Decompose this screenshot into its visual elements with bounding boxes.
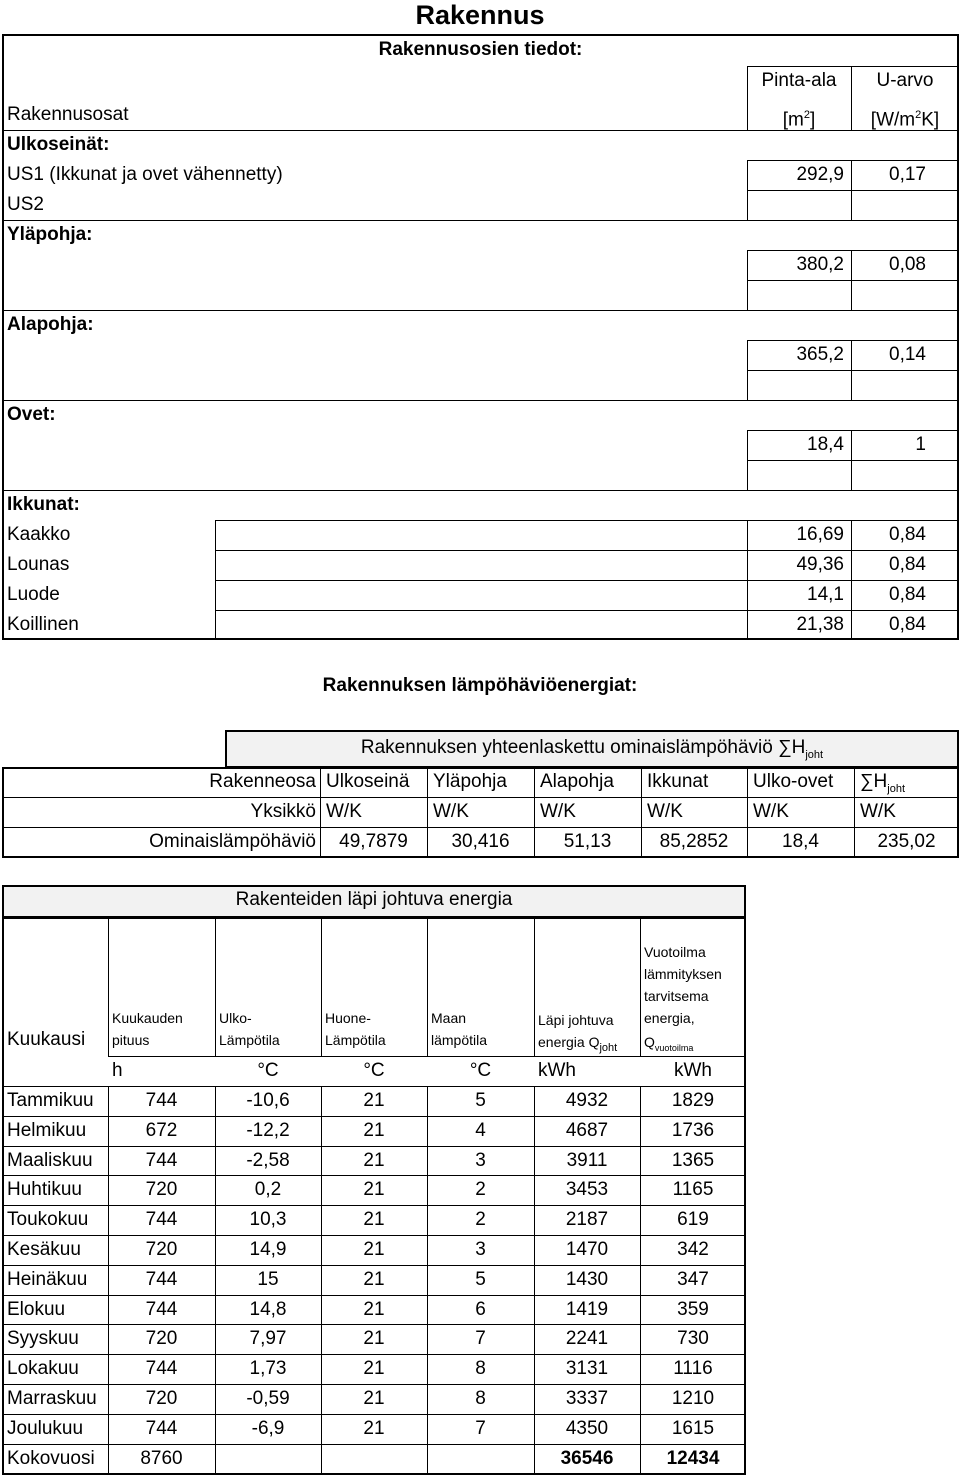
energy-value: 1430 [565, 1268, 609, 1290]
parts-row-label: Ulkoseinät: [7, 134, 110, 155]
energy-value: 14,8 [249, 1298, 287, 1320]
energy-value: 342 [677, 1239, 709, 1260]
parts-row-area: 18,4 [807, 434, 844, 455]
energy-unit: °C [257, 1060, 279, 1081]
energy-month: Tammikuu [7, 1090, 94, 1111]
energy-col-leak-4: energia, [644, 1010, 695, 1026]
energy-heading: Rakenteiden läpi johtuva energia [235, 889, 513, 910]
parts-row-area: 16,69 [796, 524, 844, 545]
energy-value: 720 [145, 1328, 178, 1350]
energy-value: 7 [475, 1328, 486, 1350]
page-title: Rakennus [415, 0, 545, 30]
energy-value: 15 [257, 1268, 279, 1290]
energy-month: Helmikuu [7, 1119, 87, 1141]
loss-col-unit: W/K [540, 801, 576, 822]
energy-value: 4 [475, 1119, 486, 1141]
energy-value: 347 [677, 1268, 709, 1290]
parts-row-area: 365,2 [796, 344, 844, 365]
energy-value: 21 [363, 1209, 385, 1231]
parts-row-label: Ovet: [7, 404, 56, 425]
energy-value: 21 [363, 1328, 385, 1350]
loss-row-label: Yksikkö [250, 801, 316, 822]
energy-value: -10,6 [246, 1090, 290, 1111]
energy-value: 3131 [565, 1358, 609, 1380]
parts-row-u: 0,84 [889, 614, 926, 635]
loss-col-value: 30,416 [451, 831, 510, 852]
energy-unit: °C [469, 1060, 492, 1081]
energy-col-leak-1: Vuotoilma [644, 944, 706, 960]
parts-row-u: 0,08 [889, 254, 926, 275]
energy-value: 21 [363, 1388, 385, 1409]
energy-value: 6 [475, 1298, 486, 1320]
energy-value: 3 [475, 1239, 486, 1260]
energy-unit: h [112, 1060, 123, 1081]
energy-col-length-1: Kuukauden [112, 1010, 183, 1026]
energy-col-leak-5: $Q_{vuotoilma}$ [644, 1034, 694, 1053]
parts-row-label: Alapohja: [7, 314, 94, 335]
energy-value: 7,97 [249, 1328, 287, 1350]
energy-value: 744 [145, 1149, 178, 1171]
energy-value: 4932 [565, 1090, 609, 1111]
col-u-header: U-arvo [876, 70, 934, 91]
energy-value: 4687 [565, 1119, 609, 1141]
loss-col-value: 85,2852 [659, 831, 729, 852]
energy-value: 3911 [566, 1149, 608, 1171]
parts-col-label: Rakennusosat [7, 104, 129, 125]
loss-col-value: 49,7879 [339, 831, 408, 852]
energy-month: Heinäkuu [7, 1268, 88, 1290]
energy-col-in-2: Lämpötila [325, 1032, 386, 1048]
loss-col-value: 51,13 [563, 831, 612, 852]
parts-row-area: 380,2 [796, 254, 844, 275]
energy-value: 744 [145, 1209, 178, 1231]
energy-value: 1,73 [249, 1358, 287, 1380]
energy-value: 3337 [565, 1388, 609, 1409]
loss-heading: Rakennuksen lämpöhäviöenergiat: [322, 675, 638, 696]
loss-col-unit: W/K [326, 801, 362, 822]
energy-value: 720 [145, 1179, 178, 1201]
energy-value: 744 [145, 1358, 178, 1380]
parts-row-label: Luode [7, 584, 60, 605]
parts-row-area: 21,38 [796, 614, 844, 635]
energy-col-out-1: Ulko- [219, 1010, 252, 1026]
parts-row-u: 0,84 [889, 524, 926, 545]
energy-value: 1615 [671, 1417, 715, 1439]
parts-row-u: 1 [915, 434, 926, 455]
parts-row-label: Kaakko [7, 524, 71, 545]
loss-col-name: Alapohja [540, 771, 614, 792]
parts-row-label: Ikkunat: [7, 494, 80, 515]
parts-row-u: 0,14 [889, 344, 926, 365]
parts-row-label: US1 (Ikkunat ja ovet vähennetty) [7, 164, 283, 185]
loss-col-unit: W/K [647, 801, 683, 822]
loss-col-value: 235,02 [877, 831, 936, 852]
parts-row-u: 0,84 [889, 584, 926, 605]
energy-value: 1116 [673, 1358, 713, 1380]
energy-month: Maaliskuu [7, 1149, 93, 1171]
energy-value: 21 [363, 1239, 385, 1260]
energy-col-in-1: Huone- [325, 1010, 371, 1026]
energy-value: 1419 [565, 1298, 609, 1320]
energy-value: 744 [145, 1298, 178, 1320]
energy-value: 21 [363, 1358, 385, 1380]
energy-total-value: 36546 [560, 1447, 614, 1469]
energy-value: 14,9 [249, 1239, 287, 1260]
energy-value: 10,3 [249, 1209, 287, 1231]
energy-month: Toukokuu [7, 1209, 89, 1231]
energy-value: 720 [145, 1388, 178, 1409]
parts-row-label: Yläpohja: [7, 224, 93, 245]
energy-month: Kesäkuu [7, 1239, 81, 1260]
loss-col-name: Ulko-ovet [753, 771, 834, 792]
energy-value: 8 [475, 1358, 486, 1380]
loss-col-value: 18,4 [782, 831, 819, 852]
energy-value: 2241 [565, 1328, 609, 1350]
energy-value: -2,58 [246, 1149, 290, 1171]
energy-value: 619 [677, 1209, 709, 1231]
energy-value: 21 [363, 1268, 385, 1290]
energy-month: Syyskuu [7, 1328, 79, 1350]
col-area-unit: $[m^2]$ [782, 109, 816, 131]
parts-row-area: 14,1 [807, 584, 844, 605]
energy-value: -6,9 [251, 1417, 285, 1439]
parts-row-u: 0,84 [889, 554, 926, 575]
energy-unit: kWh [674, 1060, 712, 1081]
energy-value: 21 [363, 1119, 385, 1141]
energy-col-cond-1: Läpi johtuva [538, 1012, 614, 1028]
energy-value: 720 [145, 1239, 178, 1260]
loss-col-name: Ikkunat [647, 771, 709, 792]
energy-value: 359 [677, 1298, 709, 1320]
loss-col-name: Ulkoseinä [326, 771, 410, 792]
energy-value: 744 [145, 1417, 178, 1439]
energy-month: Elokuu [7, 1298, 66, 1320]
loss-col-unit: W/K [860, 801, 896, 822]
energy-value: 5 [475, 1268, 486, 1290]
loss-col-unit: W/K [753, 801, 789, 822]
col-u-unit: $[W/m^2K]$ [870, 109, 940, 131]
loss-row-label: Ominaislämpöhäviö [149, 831, 316, 852]
energy-value: 730 [677, 1328, 709, 1350]
energy-value: 21 [363, 1179, 385, 1201]
energy-value: 1365 [671, 1149, 715, 1171]
energy-col-out-2: Lämpötila [219, 1032, 280, 1048]
energy-value: 0,2 [254, 1179, 282, 1201]
energy-value: 8 [475, 1388, 486, 1409]
energy-value: 3 [475, 1149, 486, 1171]
energy-value: 4350 [565, 1417, 609, 1439]
parts-row-label: Koillinen [7, 614, 79, 635]
energy-value: 744 [145, 1090, 178, 1111]
energy-value: 1829 [671, 1090, 715, 1111]
parts-row-u: 0,17 [889, 164, 926, 185]
energy-value: 21 [363, 1090, 385, 1111]
energy-unit: °C [363, 1060, 385, 1081]
energy-value: -12,2 [246, 1119, 290, 1141]
energy-col-cond-2: energia $Q_{joht}$ [538, 1034, 618, 1054]
energy-value: 1165 [672, 1179, 714, 1201]
energy-value: 1736 [671, 1119, 715, 1141]
col-area-header: Pinta-ala [761, 70, 837, 91]
loss-row-label: Rakenneosa [209, 771, 316, 792]
loss-col-name: Yläpohja [433, 771, 507, 792]
energy-month: Huhtikuu [7, 1179, 82, 1201]
parts-row-label: US2 [7, 194, 44, 215]
energy-month: Marraskuu [7, 1388, 97, 1409]
energy-month: Joulukuu [7, 1417, 84, 1439]
energy-value: 21 [363, 1298, 385, 1320]
energy-total-value: 12434 [666, 1447, 720, 1469]
energy-value: 2 [475, 1209, 486, 1231]
energy-value: 672 [145, 1119, 178, 1141]
energy-col-month: Kuukausi [7, 1029, 86, 1050]
loss-col-name: $\sum H_{joht}$ [860, 771, 906, 795]
energy-value: 21 [363, 1149, 385, 1171]
energy-value: 2187 [565, 1209, 609, 1231]
energy-value: 3453 [565, 1179, 609, 1201]
energy-total-value: 8760 [140, 1447, 183, 1469]
energy-col-length-2: pituus [112, 1032, 150, 1048]
parts-heading: Rakennusosien tiedot: [378, 39, 583, 60]
energy-col-leak-3: tarvitsema [644, 988, 709, 1004]
energy-value: 21 [363, 1417, 385, 1439]
energy-col-ground-1: Maan [431, 1010, 467, 1026]
parts-row-area: 292,9 [796, 164, 844, 185]
energy-col-ground-2: lämpötila [431, 1032, 488, 1048]
loss-col-unit: W/K [433, 801, 469, 822]
parts-row-label: Lounas [7, 554, 70, 575]
energy-value: -0,59 [246, 1388, 290, 1409]
energy-value: 7 [475, 1417, 486, 1439]
energy-total-label: Kokovuosi [7, 1447, 95, 1469]
energy-month: Lokakuu [7, 1358, 79, 1380]
parts-row-area: 49,36 [796, 554, 844, 575]
energy-value: 1210 [671, 1388, 715, 1409]
energy-value: 5 [475, 1090, 486, 1111]
energy-col-leak-2: lämmityksen [644, 966, 722, 982]
energy-value: 1470 [565, 1239, 609, 1260]
energy-unit: kWh [538, 1060, 576, 1081]
energy-value: 744 [145, 1268, 178, 1290]
loss-subheading: Rakennuksen yhteenlaskettu ominaislämpöhäviö $\sum H_{joht}$ [360, 737, 824, 761]
energy-value: 2 [475, 1179, 486, 1201]
